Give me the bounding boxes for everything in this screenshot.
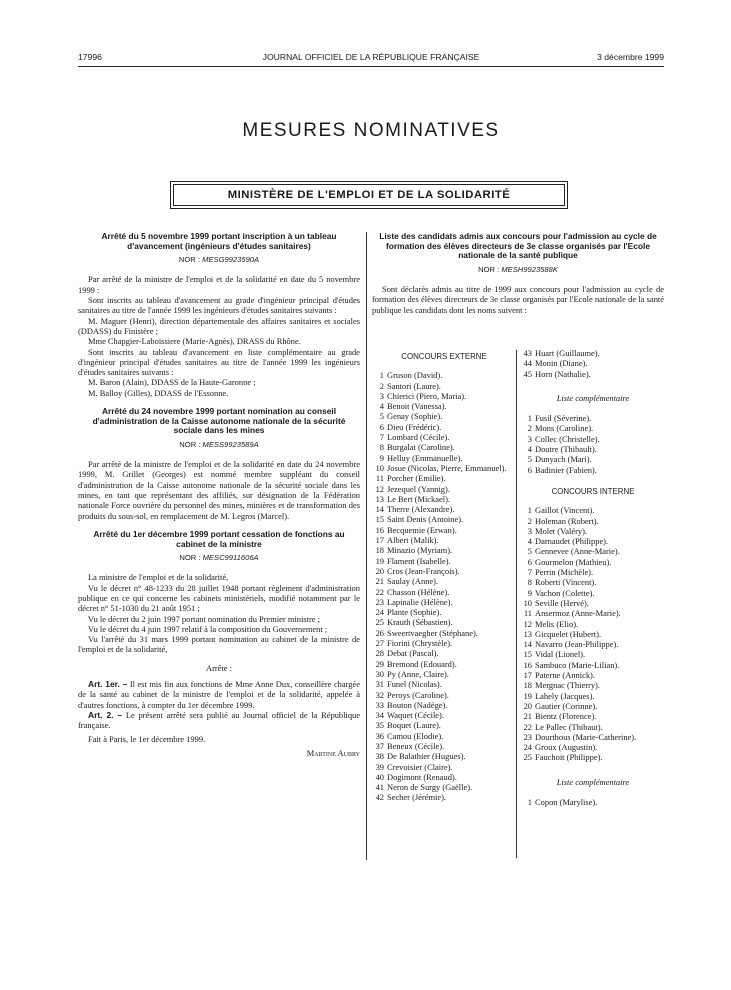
item-number: 40 [375,771,384,782]
candidate-name: Chierici (Piero, Maria). [387,390,467,401]
item-number: 6 [527,556,532,567]
externe-heading: CONCOURS EXTERNE [401,352,487,361]
item-number: 36 [375,730,384,741]
candidate-name: Minazio (Myriam). [387,545,453,556]
candidate-name: Badinier (Fabien). [535,464,597,475]
externe-list-continued [522,348,664,379]
nor-code: MESH9923588K [501,264,558,274]
item-number: 12 [375,483,384,494]
candidate-name: Doutre (Thibault). [535,444,597,455]
candidate-name: Chasson (Hélène). [387,586,450,597]
candidate-name: Neron de Surgy (Gaëlle). [387,782,473,793]
item-number: 39 [375,761,384,772]
list-item [522,423,664,433]
candidate-name: Saint Denis (Antoine). [387,514,464,525]
list-item [374,370,514,380]
list-item [522,516,664,526]
nor-label: NOR : [179,553,201,563]
candidate-name: Burgalat (Caroline). [387,442,455,453]
page-header [78,52,664,64]
page-number: 17996 [78,52,102,62]
liste-complementaire-label: Liste complémentaire [556,392,630,403]
list-item [374,710,514,720]
list-item [374,587,514,597]
item-number: 15 [523,649,532,660]
candidate-name: Krauth (Sébastien). [387,617,453,628]
liste-nor [372,265,664,275]
item-number: 9 [527,587,532,598]
list-item [374,792,514,802]
paragraph: M. Balloy (Gilles), DDASS de l'Essonne. [88,387,229,398]
candidate-name: Gennevee (Anne-Marie). [535,546,620,557]
item-number: 26 [375,627,384,638]
candidate-name: Albert (Malik). [387,535,439,546]
item-number: 29 [375,658,384,669]
candidate-name: Ansermoz (Anne-Marie). [535,608,621,619]
list-item [522,505,664,515]
list-item [374,545,514,555]
list-item [374,453,514,463]
nor-label: NOR : [478,264,500,274]
item-number: 23 [523,731,532,742]
interne-complementaire-list [522,797,664,807]
item-number: 1 [379,370,384,381]
item-number: 10 [375,462,384,473]
item-number: 3 [527,433,532,444]
item-number: 31 [375,679,384,690]
list-item [374,731,514,741]
list-item [374,525,514,535]
item-number: 25 [523,752,532,763]
candidate-name: Cros (Jean-François). [387,565,460,576]
article-text: Il est mis fin aux fonctions de Mme Anne Dux, conseillère chargée de la santé au cabinet de la ministre de l'emploi et de la solidarité, appelée à d'autres fonctions, à compter du 1er décembre 1999. [78,679,361,710]
list-item [522,557,664,567]
paragraph: Vu l'arrêté du 31 mars 1999 portant nomination au cabinet de la ministre de l'emploi et de la solidarité, [78,634,360,655]
candidate-name: Mons (Caroline). [535,423,594,434]
list-item [374,473,514,483]
item-number: 25 [375,617,384,628]
article-label: Art. 1er. – [88,679,128,690]
item-number: 24 [523,742,532,753]
item-number: 1 [527,796,532,807]
candidate-name: Roberti (Vincent). [535,577,597,588]
candidate-name: Paterne (Annick). [535,670,595,681]
candidate-name: Benoit (Vanessa). [387,401,447,412]
header-rule [78,66,664,67]
item-number: 8 [527,577,532,588]
candidate-name: Crevoisier (Claire). [387,761,453,772]
candidate-name: Monin (Diane). [535,358,588,369]
candidate-name: Vachon (Colette). [535,587,595,598]
item-number: 45 [523,368,532,379]
arrete3-body [78,572,360,654]
item-number: 28 [375,648,384,659]
candidate-name: Dunyach (Mari). [535,454,592,465]
candidate-name: Sambuco (Marie-Lilian). [535,659,620,670]
item-number: 32 [375,689,384,700]
candidate-name: Porcher (Emilie). [387,473,446,484]
list-item [522,629,664,639]
item-number: 34 [375,710,384,721]
item-number: 2 [379,380,384,391]
nor-code: MESC9911606A [202,553,259,563]
item-number: 17 [523,670,532,681]
list-item [374,648,514,658]
item-number: 2 [527,423,532,434]
item-number: 30 [375,668,384,679]
ministry-box [170,181,568,209]
item-number: 20 [375,565,384,576]
candidate-name: Camou (Elodie). [387,730,444,741]
candidate-name: Darnaudet (Philippe). [535,536,609,547]
candidate-name: Plante (Sophie). [387,607,442,618]
externe-complementaire-list [522,413,664,475]
list-item [522,577,664,587]
item-number: 1 [527,505,532,516]
paragraph: Sont inscrits au tableau d'avancement en liste complémentaire au grade d'ingénieur principal d'études sanitaires au titre de l'année 1999 les ingénieurs d'études sanitaires suivants : [78,346,360,378]
candidate-name: Debat (Pascal). [387,648,439,659]
ministry-title: MINISTÈRE DE L'EMPLOI ET DE LA SOLIDARITÉ [173,184,565,206]
journal-title: JOURNAL OFFICIEL DE LA RÉPUBLIQUE FRANÇAISE [262,52,480,62]
list-item [522,526,664,536]
candidate-name: De Balathier (Hugues). [387,751,466,762]
liste-complementaire-label-interne: Liste complémentaire [556,776,630,787]
list-separator [516,350,517,858]
item-number: 7 [379,432,384,443]
item-number: 19 [375,555,384,566]
item-number: 17 [375,535,384,546]
item-number: 20 [523,700,532,711]
item-number: 5 [379,411,384,422]
item-number: 21 [375,576,384,587]
arrete2-nor [78,440,360,450]
item-number: 1 [527,413,532,424]
list-item [374,391,514,401]
list-item [522,444,664,454]
item-number: 8 [379,442,384,453]
candidate-name: Lapinalie (Hélène). [387,596,453,607]
list-item [374,566,514,576]
list-item [374,401,514,411]
list-item [522,348,664,358]
list-item [522,588,664,598]
nor-code: MESG9923590A [202,255,260,265]
list-item [522,619,664,629]
candidate-name: Seville (Hervé). [535,597,589,608]
list-item [522,670,664,680]
candidate-name: Mergnac (Thierry). [535,680,600,691]
list-item [374,741,514,751]
list-item [374,422,514,432]
list-item [374,556,514,566]
candidate-name: Melis (Elio). [535,618,579,629]
candidate-name: Perrin (Michèle). [535,567,594,578]
list-item [522,465,664,475]
list-item [374,690,514,700]
item-number: 14 [523,639,532,650]
list-item [374,535,514,545]
candidate-name: Le Bert (Mickael). [387,493,451,504]
candidate-name: Gautier (Corinne). [535,700,598,711]
arrete3-nor [78,553,360,563]
list-item [374,700,514,710]
item-number: 13 [375,493,384,504]
list-item [374,514,514,524]
list-item [522,742,664,752]
list-item [374,484,514,494]
item-number: 27 [375,638,384,649]
list-item [522,722,664,732]
list-item [522,660,664,670]
paragraph: Vu le décret du 2 juin 1997 portant nomination du Premier ministre ; [88,613,320,624]
list-item [522,639,664,649]
list-item [522,434,664,444]
list-item [522,711,664,721]
candidate-name: Therre (Alexandre). [387,504,455,515]
list-item [374,782,514,792]
liste-title: Liste des candidats admis aux concours pour l'admission au cycle de formation des élèves directeurs de 3e classe organisés par l'Ecole nationale de la santé publique [379,231,657,261]
item-number: 37 [375,740,384,751]
candidate-name: Funel (Nicolas). [387,679,442,690]
list-item [522,608,664,618]
list-item [522,369,664,379]
candidate-name: Copon (Marylise). [535,796,598,807]
list-item [522,546,664,556]
list-item [374,607,514,617]
list-item [522,752,664,762]
candidate-name: Fauchoit (Philippe). [535,752,603,763]
candidate-name: Peroys (Caroline). [387,689,449,700]
paragraph: La ministre de l'emploi et de la solidarité, [88,572,229,583]
item-number: 44 [523,358,532,369]
item-number: 13 [523,628,532,639]
paragraph: M. Maguer (Henri), direction départementale des affaires sanitaires et sociales (DDASS) du Finistère ; [78,315,360,336]
candidate-name: Bientz (Florence). [535,711,597,722]
candidate-name: Gicquelet (Hubert). [535,628,602,639]
list-item [522,649,664,659]
item-number: 14 [375,504,384,515]
article-1 [78,679,360,710]
paragraph: Mme Chapgier-Laboissiere (Marie-Agnès), DRASS du Rhône. [88,336,301,347]
list-item [522,567,664,577]
candidate-name: Dogimont (Renaud). [387,771,457,782]
candidate-name: Waquet (Cécile). [387,710,444,721]
paragraph: Vu le décret n° 48-1233 du 28 juillet 1948 portant règlement d'administration publique en ce qui concerne les cabinets ministériels, modifié notamment par le décret n° 51-1030 du 21 août 1951 ; [78,582,360,614]
paragraph: Par arrêté de la ministre de l'emploi et de la solidarité en date du 5 novembre 1999 : [78,274,360,295]
item-number: 42 [375,792,384,803]
list-item [374,576,514,586]
arrete1-title: Arrêté du 5 novembre 1999 portant inscription à un tableau d'avancement (ingénieurs d'études sanitaires) [101,231,337,251]
candidate-name: Saulay (Anne). [387,576,439,587]
item-number: 33 [375,699,384,710]
paragraph: M. Baron (Alain), DDASS de la Haute-Garonne ; [88,377,256,388]
candidate-name: Bremond (Edouard). [387,658,457,669]
list-item [374,494,514,504]
paragraph: Par arrêté de la ministre de l'emploi et de la solidarité en date du 24 novembre 1999, M. Grillet (Georges) est nommé membre suppléant du conseil d'administration de la Caisse autonome nationale de la sécurité sociale dans les mines, en tant que représentant des affiliés, sur désignation de la Fédération nationale Force ouvrière du personnel des mines, minières et de transformation des produits du sous-sol, en remplacement de M. Legros (Marcel). [78,459,360,521]
article-text: Le présent arrêté sera publié au Journal officiel de la République française. [78,709,361,731]
nor-code: MESS9923589A [202,439,259,449]
arrete-word: Arrête : [205,662,232,673]
candidate-name: Fusil (Séverine). [535,413,592,424]
candidate-name: Fiorini (Chrystèle). [387,638,453,649]
item-number: 3 [527,525,532,536]
list-item [522,454,664,464]
column-separator [366,232,367,860]
item-number: 5 [527,454,532,465]
list-item [374,751,514,761]
candidate-name: Josue (Nicolas, Pierre, Emmanuel). [387,462,507,473]
nor-label: NOR : [178,255,200,265]
list-item [374,772,514,782]
item-number: 15 [375,514,384,525]
candidate-name: Groux (Augustin). [535,742,598,753]
paragraph: Sont inscrits au tableau d'avancement au grade d'ingénieur principal d'études sanitaires au titre de l'année 1999 les ingénieurs d'études sanitaires suivants : [78,295,360,316]
list-item [374,762,514,772]
candidate-name: Santori (Laure). [387,380,441,391]
item-number: 4 [527,536,532,547]
item-number: 11 [523,608,532,619]
interne-list [522,505,664,762]
arrete2-title: Arrêté du 24 novembre 1999 portant nomination au conseil d'administration de la Caisse autonome nationale de la sécurité sociale dans les mines [92,406,346,436]
candidate-name: Lombard (Cécile). [387,432,450,443]
externe-list-column [374,352,514,803]
list-item [374,411,514,421]
list-item [522,732,664,742]
item-number: 2 [527,515,532,526]
candidate-name: Secher (Jérémie). [387,792,447,803]
candidate-name: Helluy (Emmanuelle). [387,452,463,463]
candidate-name: Dieu (Frédéric). [387,421,442,432]
arrete1-nor [78,255,360,265]
item-number: 22 [523,721,532,732]
item-number: 18 [375,545,384,556]
candidate-name: Bouton (Nadège). [387,699,448,710]
candidate-name: Molet (Valéry). [535,525,588,536]
list-item [374,432,514,442]
interne-heading: CONCOURS INTERNE [551,486,635,496]
candidate-name: Beneux (Cécile). [387,740,445,751]
item-number: 16 [523,659,532,670]
list-item [522,413,664,423]
item-number: 5 [527,546,532,557]
list-item [374,597,514,607]
item-number: 4 [527,444,532,455]
candidate-name: Flament (Isabelle). [387,555,451,566]
item-number: 38 [375,751,384,762]
list-item [374,638,514,648]
item-number: 9 [379,452,384,463]
candidate-name: Horn (Nathalie). [535,368,591,379]
candidate-name: Huart (Guillaume). [535,348,600,358]
item-number: 4 [379,401,384,412]
candidate-name: Jezequel (Yannig). [387,483,450,494]
item-number: 18 [523,680,532,691]
arrete3-title: Arrêté du 1er décembre 1999 portant cessation de fonctions au cabinet de la ministre [93,528,345,549]
list-item [374,381,514,391]
candidate-name: Lahely (Jacques). [535,690,595,701]
paragraph: Vu le décret du 4 juin 1997 relatif à la composition du Gouvernement ; [88,623,328,634]
list-item [522,797,664,807]
item-number: 3 [379,390,384,401]
arrete2-body [78,459,360,521]
list-item [522,680,664,690]
right-column [372,232,664,315]
item-number: 23 [375,596,384,607]
list-item [374,463,514,473]
arrete1-body [78,274,360,398]
candidate-name: Vidal (Lionel). [535,649,586,660]
nor-label: NOR : [179,439,201,449]
fait-a-paris: Fait à Paris, le 1er décembre 1999. [88,733,206,744]
candidate-name: Collec (Christelle). [535,433,600,444]
candidate-name: Boquet (Laure). [387,720,441,731]
externe-list [374,370,514,802]
candidate-name: Gruson (David). [387,370,443,381]
list-item [374,628,514,638]
candidate-name: Genay (Sophie). [387,411,443,422]
item-number: 19 [523,690,532,701]
candidate-name: Gaillot (Vincent). [535,505,595,516]
list-item [374,669,514,679]
candidate-name: Navarro (Jean-Philippe). [535,639,619,650]
signature: Martine Aubry [306,747,360,758]
item-number: 7 [527,567,532,578]
list-item [522,358,664,368]
item-number: 16 [375,524,384,535]
candidate-name: Dourthous (Marie-Catherine). [535,731,637,742]
liste-intro: Sont déclarés admis au titre de 1999 aux concours pour l'admission au cycle de formation des élèves directeurs de 3e classe organisés par l'Ecole nationale de la santé publique les candidats dont les noms suivent : [372,284,664,315]
continued-list-column [522,348,664,807]
issue-date: 3 décembre 1999 [597,52,664,62]
item-number: 43 [523,348,532,358]
left-column [78,232,360,758]
item-number: 11 [375,473,384,484]
item-number: 35 [375,720,384,731]
list-item [374,659,514,669]
article-label: Art. 2. – [88,709,123,720]
list-item [522,536,664,546]
item-number: 6 [527,464,532,475]
candidate-name: Py (Anne, Claire). [387,668,449,679]
candidate-name: Holeman (Robert). [535,515,599,526]
item-number: 22 [375,586,384,597]
candidate-name: Le Pallec (Thibaut). [535,721,603,732]
list-item [374,679,514,689]
item-number: 6 [379,421,384,432]
item-number: 21 [523,711,532,722]
candidate-name: Becquemie (Erwan). [387,524,457,535]
list-item [374,504,514,514]
list-item [522,691,664,701]
candidate-name: Sweertvaegher (Stéphane). [387,627,478,638]
item-number: 24 [375,607,384,618]
article-2 [78,710,360,731]
list-item [374,617,514,627]
list-item [522,598,664,608]
list-item [374,442,514,452]
list-item [374,720,514,730]
section-title: MESURES NOMINATIVES [242,120,500,141]
candidate-name: Gourmelon (Mathieu). [535,556,612,567]
item-number: 41 [375,782,384,793]
list-item [522,701,664,711]
item-number: 12 [523,618,532,629]
item-number: 10 [523,597,532,608]
